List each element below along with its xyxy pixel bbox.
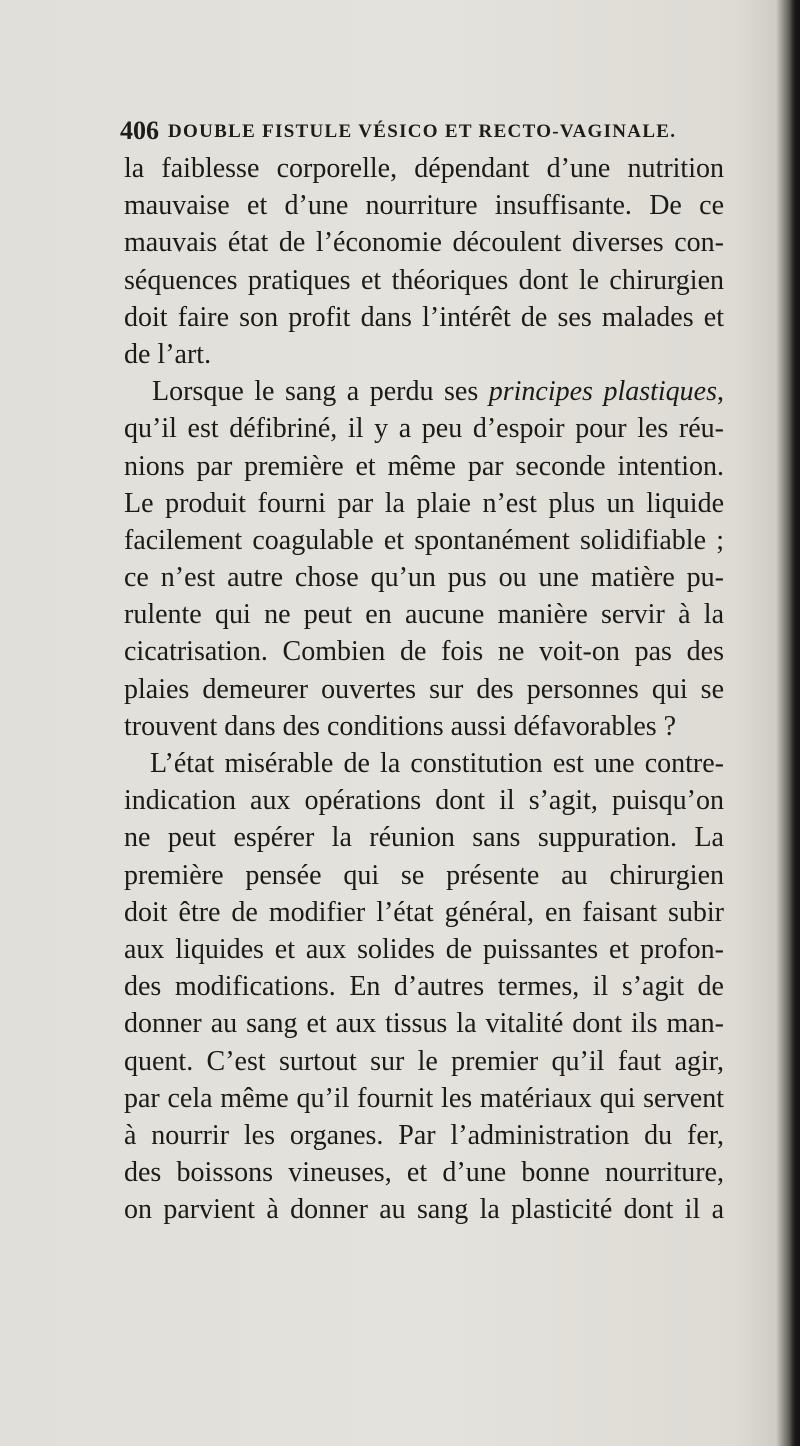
text-line: Le produit fourni par la plaie n’est plus un liquide: [124, 487, 724, 519]
text-line: on parvient à donner au sang la plasticité dont il a: [124, 1194, 724, 1226]
text-line: plaies demeurer ouvertes sur des personnes qui se: [124, 673, 724, 705]
text-line: [124, 373, 724, 410]
text-line: doit être de modifier l’état général, en faisant subir: [124, 896, 724, 928]
text-line: indication aux opérations dont il s’agit, puisqu’on: [124, 785, 724, 817]
text-line: des boissons vineuses, et d’une bonne nourriture,: [124, 1157, 724, 1189]
text-line: qu’il est défibriné, il y a peu d’espoir pour les réu-: [124, 413, 724, 445]
text-line: la faiblesse corporelle, dépendant d’une nutrition: [124, 153, 724, 184]
text-line: mauvaise et d’une nourriture insuffisante. De ce: [124, 190, 724, 222]
text-line: première pensée qui se présente au chirurgien: [124, 859, 724, 891]
text-line: facilement coagulable et spontanément solidifiable ;: [124, 524, 724, 556]
text-line: ne peut espérer la réunion sans suppuration. La: [124, 822, 724, 854]
text-line: rulente qui ne peut en aucune manière servir à la: [124, 599, 724, 631]
page-edge-shadow: [790, 0, 800, 1446]
page-number: 406: [120, 116, 159, 145]
text-line: ce n’est autre chose qu’un pus ou une matière pu-: [124, 562, 724, 594]
text-line: aux liquides et aux solides de puissantes et profon-: [124, 933, 724, 965]
text-line: séquences pratiques et théoriques dont le chirurgien: [124, 264, 724, 296]
text-line: par cela même qu’il fournit les matériaux qui servent: [124, 1082, 724, 1114]
text-run: ,: [717, 376, 725, 408]
text-line: L’état misérable de la constitution est une contre-: [150, 748, 724, 779]
text-line: doit faire son profit dans l’intérêt de ses malades et: [124, 301, 724, 333]
text-line: trouvent dans des conditions aussi défavorables ?: [124, 710, 677, 742]
text-line: quent. C’est surtout sur le premier qu’il faut agir,: [124, 1045, 724, 1077]
text-line: des modifications. En d’autres termes, il s’agit de: [124, 971, 724, 1003]
text-run: Lorsque le sang a perdu ses: [152, 376, 489, 408]
text-line: de l’art.: [124, 338, 212, 370]
text-line: à nourrir les organes. Par l’administration du fer,: [124, 1119, 724, 1151]
emphasis-run: principes plastiques: [488, 376, 718, 408]
body-text: [124, 150, 724, 1228]
text-line: nions par première et même par seconde intention.: [124, 450, 724, 482]
text-line: donner au sang et aux tissus la vitalité dont ils man-: [124, 1008, 724, 1040]
text-line: cicatrisation. Combien de fois ne voit-on pas des: [124, 636, 724, 668]
running-title: DOUBLE FISTULE VÉSICO ET RECTO-VAGINALE.: [168, 121, 677, 142]
text-line: mauvais état de l’économie découlent diverses con-: [124, 227, 724, 259]
